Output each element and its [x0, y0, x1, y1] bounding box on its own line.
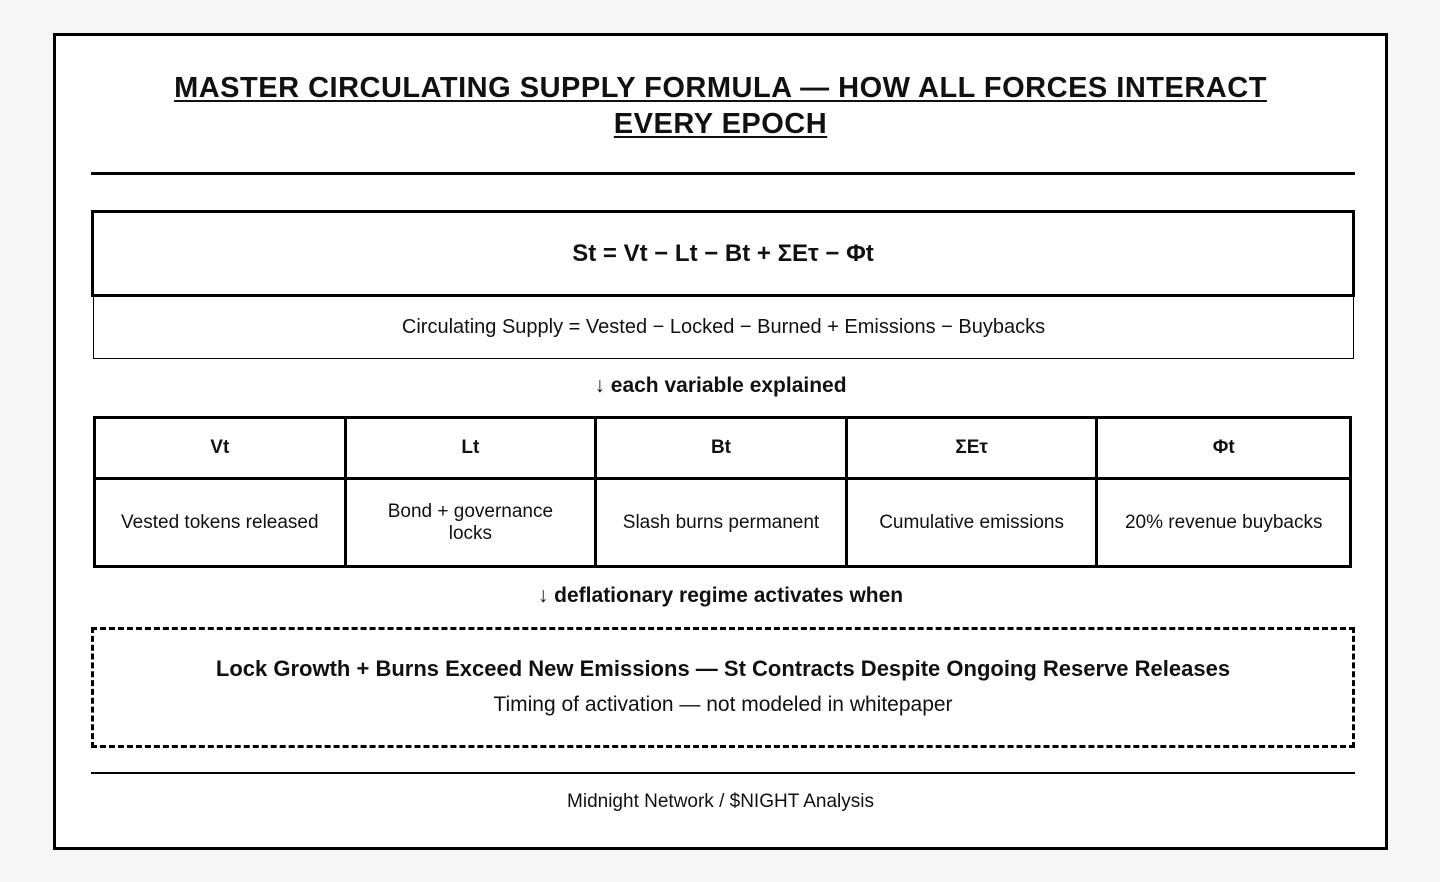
footer-divider: [91, 772, 1355, 774]
arrow-label-regime: ↓ deflationary regime activates when: [537, 584, 904, 607]
footer-credit: Midnight Network / $NIGHT Analysis: [567, 791, 874, 812]
diagram-card: [53, 33, 1388, 850]
title-line-2: EVERY EPOCH: [613, 108, 828, 140]
deflationary-callout: [91, 627, 1355, 748]
title-divider: [91, 172, 1355, 175]
variable-symbol: Vt: [96, 419, 347, 480]
arrow-label-variables: ↓ each variable explained: [594, 374, 847, 397]
formula-description-box: [93, 296, 1354, 359]
callout-headline: Lock Growth + Burns Exceed New Emissions — St Contracts Despite Ongoing Reserve Releases: [215, 656, 1231, 681]
diagram-title: [56, 70, 1385, 142]
formula-box: [91, 210, 1355, 297]
variable-symbol: ΣEτ: [848, 419, 1099, 480]
variables-table: [93, 416, 1352, 568]
variable-description: 20% revenue buybacks: [1124, 511, 1323, 533]
variable-description: Bond + governance locks: [347, 480, 598, 565]
variable-description: Cumulative emissions: [848, 480, 1099, 565]
callout-note: Timing of activation — not modeled in whitepaper: [493, 693, 953, 716]
variable-description: Slash burns permanent: [597, 480, 848, 565]
variable-symbol: Lt: [347, 419, 598, 480]
variable-symbol: Φt: [1098, 419, 1349, 480]
formula-description: Circulating Supply = Vested − Locked − Burned + Emissions − Buybacks: [401, 315, 1046, 338]
formula-expression: St = Vt − Lt − Bt + ΣEτ − Φt: [572, 239, 874, 267]
title-line-1: MASTER CIRCULATING SUPPLY FORMULA — HOW ALL FORCES INTERACT: [174, 72, 1267, 104]
variable-description: Vested tokens released: [96, 480, 347, 565]
variable-symbol: Bt: [597, 419, 848, 480]
